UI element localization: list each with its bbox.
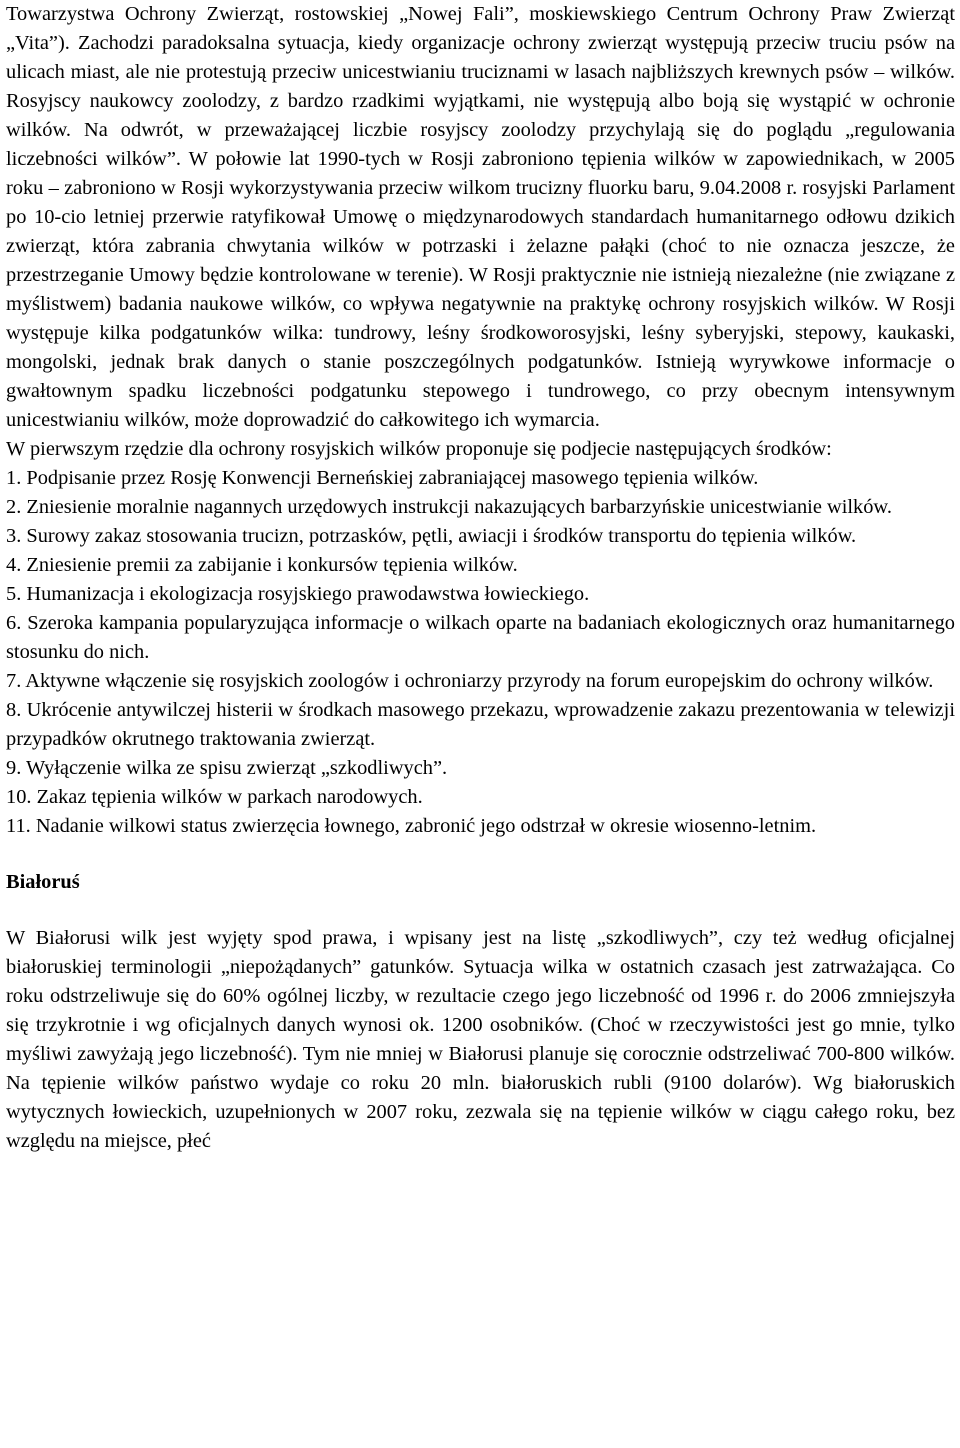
list-item: 11. Nadanie wilkowi status zwierzęcia łownego, zabronić jego odstrzał w okresie wiosenno-letnim. [6,815,817,837]
list-item: 4. Zniesienie premii za zabijanie i konkursów tępienia wilków. [6,554,518,576]
list-item: 9. Wyłączenie wilka ze spisu zwierząt „szkodliwych”. [6,757,448,779]
intro-paragraph: Towarzystwa Ochrony Zwierząt, rostowskiej „Nowej Fali”, moskiewskiego Centrum Ochrony Praw Zwierząt „Vita”). Zachodzi paradoksalna sytuacja, kiedy organizacje ochrony zwierząt występują przeciw truciu psów na ulicach miast, ale nie protestują przeciw unicestwianiu truciznami w lasach najbliższych krewnych psów – wilków. Rosyjscy naukowcy zoolodzy, z bardzo rzadkimi wyjątkami, nie występują albo boją się wystąpić w ochronie wilków. Na odwrót, w przeważającej liczbie rosyjscy zoolodzy przychylają się do poglądu „regulowania liczebności wilków”. W połowie lat 1990-tych w Rosji zabroniono tępienia wilków w zapowiednikach, w 2005 roku – zabroniono w Rosji wykorzystywania przeciw wilkom trucizny fluorku baru, 9.04.2008 r. rosyjski Parlament po 10-cio letniej przerwie ratyfikował Umowę o międzynarodowych standardach humanitarnego odłowu dzikich zwierząt, która zabrania chwytania wilków w potrzaski i żelazne pałąki (choć to nie oznacza jeszcze, że przestrzeganie Umowy będzie kontrolowane w terenie). W Rosji praktycznie nie istnieją niezależne (nie związane z myślistwem) badania naukowe wilków, co wpływa negatywnie na praktykę ochrony rosyjskich wilków. W Rosji występuje kilka podgatunków wilka: tundrowy, leśny środkoworosyjski, leśny syberyjski, stepowy, kaukaski, mongolski, jednak brak danych o stanie poszczególnych podgatunków. Istnieją wyrywkowe informacje o gwałtownym spadku liczebności podgatunku stepowego i tundrowego, co przy obecnym intensywnym unicestwianiu wilków, może doprowadzić do całkowitego ich wymarcia. [6,3,955,431]
list-item: 5. Humanizacja i ekologizacja rosyjskiego prawodawstwa łowieckiego. [6,583,590,605]
proposal-list [6,464,955,841]
list-item: 6. Szeroka kampania popularyzująca informacje o wilkach oparte na badaniach ekologicznych oraz humanitarnego stosunku do nich. [6,612,955,663]
list-item: 7. Aktywne włączenie się rosyjskich zoologów i ochroniarzy przyrody na forum europejskim do ochrony wilków. [6,670,934,692]
list-item: 8. Ukrócenie antywilczej histerii w środkach masowego przekazu, wprowadzenie zakazu prezentowania w telewizji przypadków okrutnego traktowania zwierząt. [6,699,955,750]
list-item: 1. Podpisanie przez Rosję Konwencji Berneńskiej zabraniającej masowego tępienia wilków. [6,467,759,489]
proposal-intro: W pierwszym rzędzie dla ochrony rosyjskich wilków proponuje się podjecie następujących środków: [6,438,832,460]
list-item: 3. Surowy zakaz stosowania trucizn, potrzasków, pętli, awiacji i środków transportu do tępienia wilków. [6,525,857,547]
section-heading: Białoruś [6,871,80,893]
list-item: 10. Zakaz tępienia wilków w parkach narodowych. [6,786,423,808]
belarus-paragraph: W Białorusi wilk jest wyjęty spod prawa, i wpisany jest na listę „szkodliwych”, czy też według oficjalnej białoruskiej terminologii „niepożądanych” gatunków. Sytuacja wilka w ostatnich czasach jest zatrważająca. Co roku odstrzeliwuje się do 60% ogólnej liczby, w rezultacie czego jego liczebność od 1996 r. do 2006 zmniejszyła się trzykrotnie i wg oficjalnych danych wynosi ok. 1200 osobników. (Choć w rzeczywistości jest go mnie, tylko myśliwi zawyżają jego liczebność). Tym nie mniej w Białorusi planuje się corocznie odstrzeliwać 700-800 wilków. Na tępienie wilków państwo wydaje co roku 20 mln. białoruskich rubli (9100 dolarów). Wg białoruskich wytycznych łowieckich, uzupełnionych w 2007 roku, zezwala się na tępienie wilków w ciągu całego roku, bez względu na miejsce, płeć [6,927,955,1152]
list-item: 2. Zniesienie moralnie nagannych urzędowych instrukcji nakazujących barbarzyńskie unicestwianie wilków. [6,496,892,518]
